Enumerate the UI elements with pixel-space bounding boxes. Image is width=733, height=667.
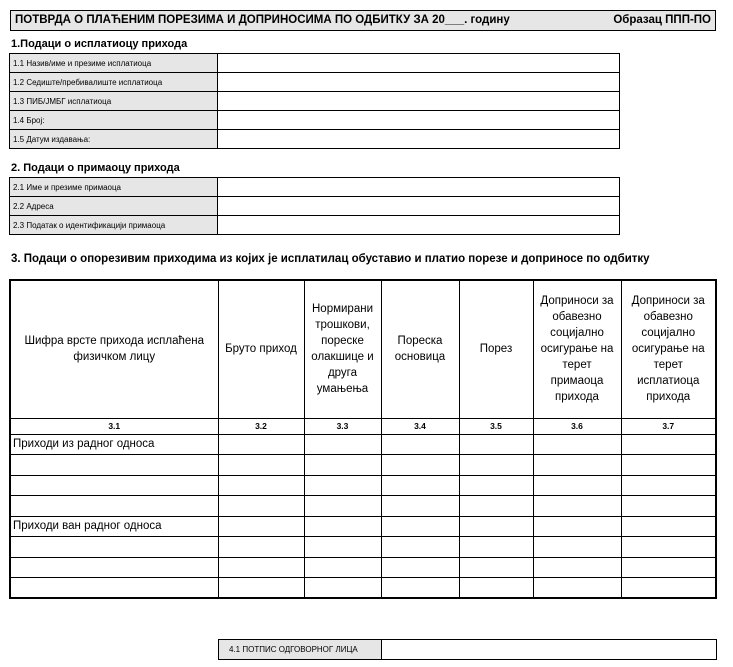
recipient-name-field[interactable] [218,178,620,197]
issuer-seat-row [10,73,620,92]
recipient-id-row [10,216,620,235]
document-number-field[interactable] [218,111,620,130]
table-cell[interactable] [621,496,716,517]
table-cell[interactable] [10,455,218,476]
table-cell[interactable] [621,557,716,578]
table-cell[interactable] [381,496,459,517]
table-cell[interactable] [381,557,459,578]
recipient-address-label: 2.2 Адреса [10,197,218,216]
table-row [10,537,716,558]
table-cell[interactable] [218,434,304,455]
table-cell[interactable] [10,537,218,558]
table-cell[interactable] [218,496,304,517]
issuer-name-field[interactable] [218,54,620,73]
table-cell[interactable] [218,455,304,476]
table-cell[interactable] [533,516,621,537]
document-number-row [10,111,620,130]
table-cell[interactable] [533,455,621,476]
table-cell[interactable] [10,557,218,578]
col-header-contrib-issuer: Доприноси за обавезно социјално осигурање на терет исплатиоца прихода [621,280,716,418]
table-cell[interactable] [381,516,459,537]
table-cell[interactable] [621,434,716,455]
issuer-table [9,53,620,149]
table-cell[interactable] [381,434,459,455]
table-cell[interactable] [304,557,381,578]
table-cell[interactable] [10,578,218,599]
signature-row [219,640,717,660]
income-table [9,279,717,599]
table-cell[interactable] [10,496,218,517]
signature-table [218,639,717,660]
document-number-label: 1.4 Број: [10,111,218,130]
table-cell[interactable] [459,475,533,496]
table-cell[interactable] [459,537,533,558]
table-cell[interactable] [533,475,621,496]
table-cell[interactable] [533,496,621,517]
table-cell[interactable] [304,434,381,455]
issuer-name-label: 1.1 Назив/име и презиме исплатиоца [10,54,218,73]
recipient-name-label: 2.1 Име и презиме примаоца [10,178,218,197]
table-row [10,475,716,496]
table-cell[interactable] [10,475,218,496]
recipient-table [9,177,620,235]
section3-title: 3. Подаци о опорезивим приходима из којих је исплатилац обуставио и платио порезе и доприносе по одбитку [11,253,650,265]
table-cell[interactable] [218,557,304,578]
income-table-column-numbers [10,418,716,434]
issuer-pib-label: 1.3 ПИБ/ЈМБГ исплатиоца [10,92,218,111]
table-cell[interactable] [621,455,716,476]
table-row [10,455,716,476]
table-cell[interactable] [304,496,381,517]
issuer-name-row [10,54,620,73]
table-cell[interactable] [459,516,533,537]
col-number: 3.5 [459,418,533,434]
group-employment-row [10,434,716,455]
table-cell[interactable] [304,578,381,599]
col-number: 3.7 [621,418,716,434]
col-number: 3.6 [533,418,621,434]
issue-date-field[interactable] [218,130,620,149]
table-cell[interactable] [381,455,459,476]
form-header [10,10,716,31]
signature-field[interactable] [382,640,717,660]
table-cell[interactable] [218,578,304,599]
signature-label: 4.1 ПОТПИС ОДГОВОРНОГ ЛИЦА [219,640,382,660]
col-number: 3.2 [218,418,304,434]
section1-title: 1.Подаци о исплатиоцу прихода [11,38,188,50]
col-number: 3.3 [304,418,381,434]
table-cell[interactable] [621,578,716,599]
table-row [10,578,716,599]
table-cell[interactable] [218,475,304,496]
table-cell[interactable] [533,557,621,578]
group-non-employment-label: Приходи ван радног односа [10,516,218,537]
col-header-deductions: Нормирани трошкови, пореске олакшице и друга умањења [304,280,381,418]
table-cell[interactable] [459,496,533,517]
section2-title: 2. Подаци о примаоцу прихода [11,162,180,174]
issuer-pib-row [10,92,620,111]
table-cell[interactable] [621,537,716,558]
form-code: Образац ППП-ПО [613,14,711,26]
table-cell[interactable] [459,434,533,455]
col-header-gross-income: Бруто приход [218,280,304,418]
issue-date-row [10,130,620,149]
recipient-id-label: 2.3 Податак о идентификацији примаоца [10,216,218,235]
form-title: ПОТВРДА О ПЛАЋЕНИМ ПОРЕЗИМА И ДОПРИНОСИМА ПО ОДБИТКУ ЗА 20___. годину [15,14,510,26]
table-cell[interactable] [304,455,381,476]
table-cell[interactable] [304,516,381,537]
issuer-seat-label: 1.2 Седиште/пребивалиште исплатиоца [10,73,218,92]
table-cell[interactable] [381,578,459,599]
table-cell[interactable] [218,516,304,537]
table-cell[interactable] [218,537,304,558]
table-cell[interactable] [459,455,533,476]
issue-date-label: 1.5 Датум издавања: [10,130,218,149]
col-header-income-code: Шифра врсте прихода исплаћена физичком лицу [10,280,218,418]
table-row [10,496,716,517]
table-cell[interactable] [304,475,381,496]
issuer-seat-field[interactable] [218,73,620,92]
col-header-tax: Порез [459,280,533,418]
recipient-address-field[interactable] [218,197,620,216]
recipient-address-row [10,197,620,216]
table-cell[interactable] [621,475,716,496]
income-table-header [10,280,716,418]
table-cell[interactable] [381,537,459,558]
table-cell[interactable] [304,537,381,558]
recipient-name-row [10,178,620,197]
col-header-contrib-recipient: Доприноси за обавезно социјално осигурање на терет примаоца прихода [533,280,621,418]
col-number: 3.1 [10,418,218,434]
group-non-employment-row [10,516,716,537]
table-cell[interactable] [533,578,621,599]
col-number: 3.4 [381,418,459,434]
table-cell[interactable] [621,516,716,537]
table-cell[interactable] [459,578,533,599]
table-cell[interactable] [533,537,621,558]
col-header-tax-base: Пореска основица [381,280,459,418]
recipient-id-field[interactable] [218,216,620,235]
table-cell[interactable] [533,434,621,455]
table-cell[interactable] [459,557,533,578]
issuer-pib-field[interactable] [218,92,620,111]
table-cell[interactable] [381,475,459,496]
group-employment-label: Приходи из радног односа [10,434,218,455]
table-row [10,557,716,578]
